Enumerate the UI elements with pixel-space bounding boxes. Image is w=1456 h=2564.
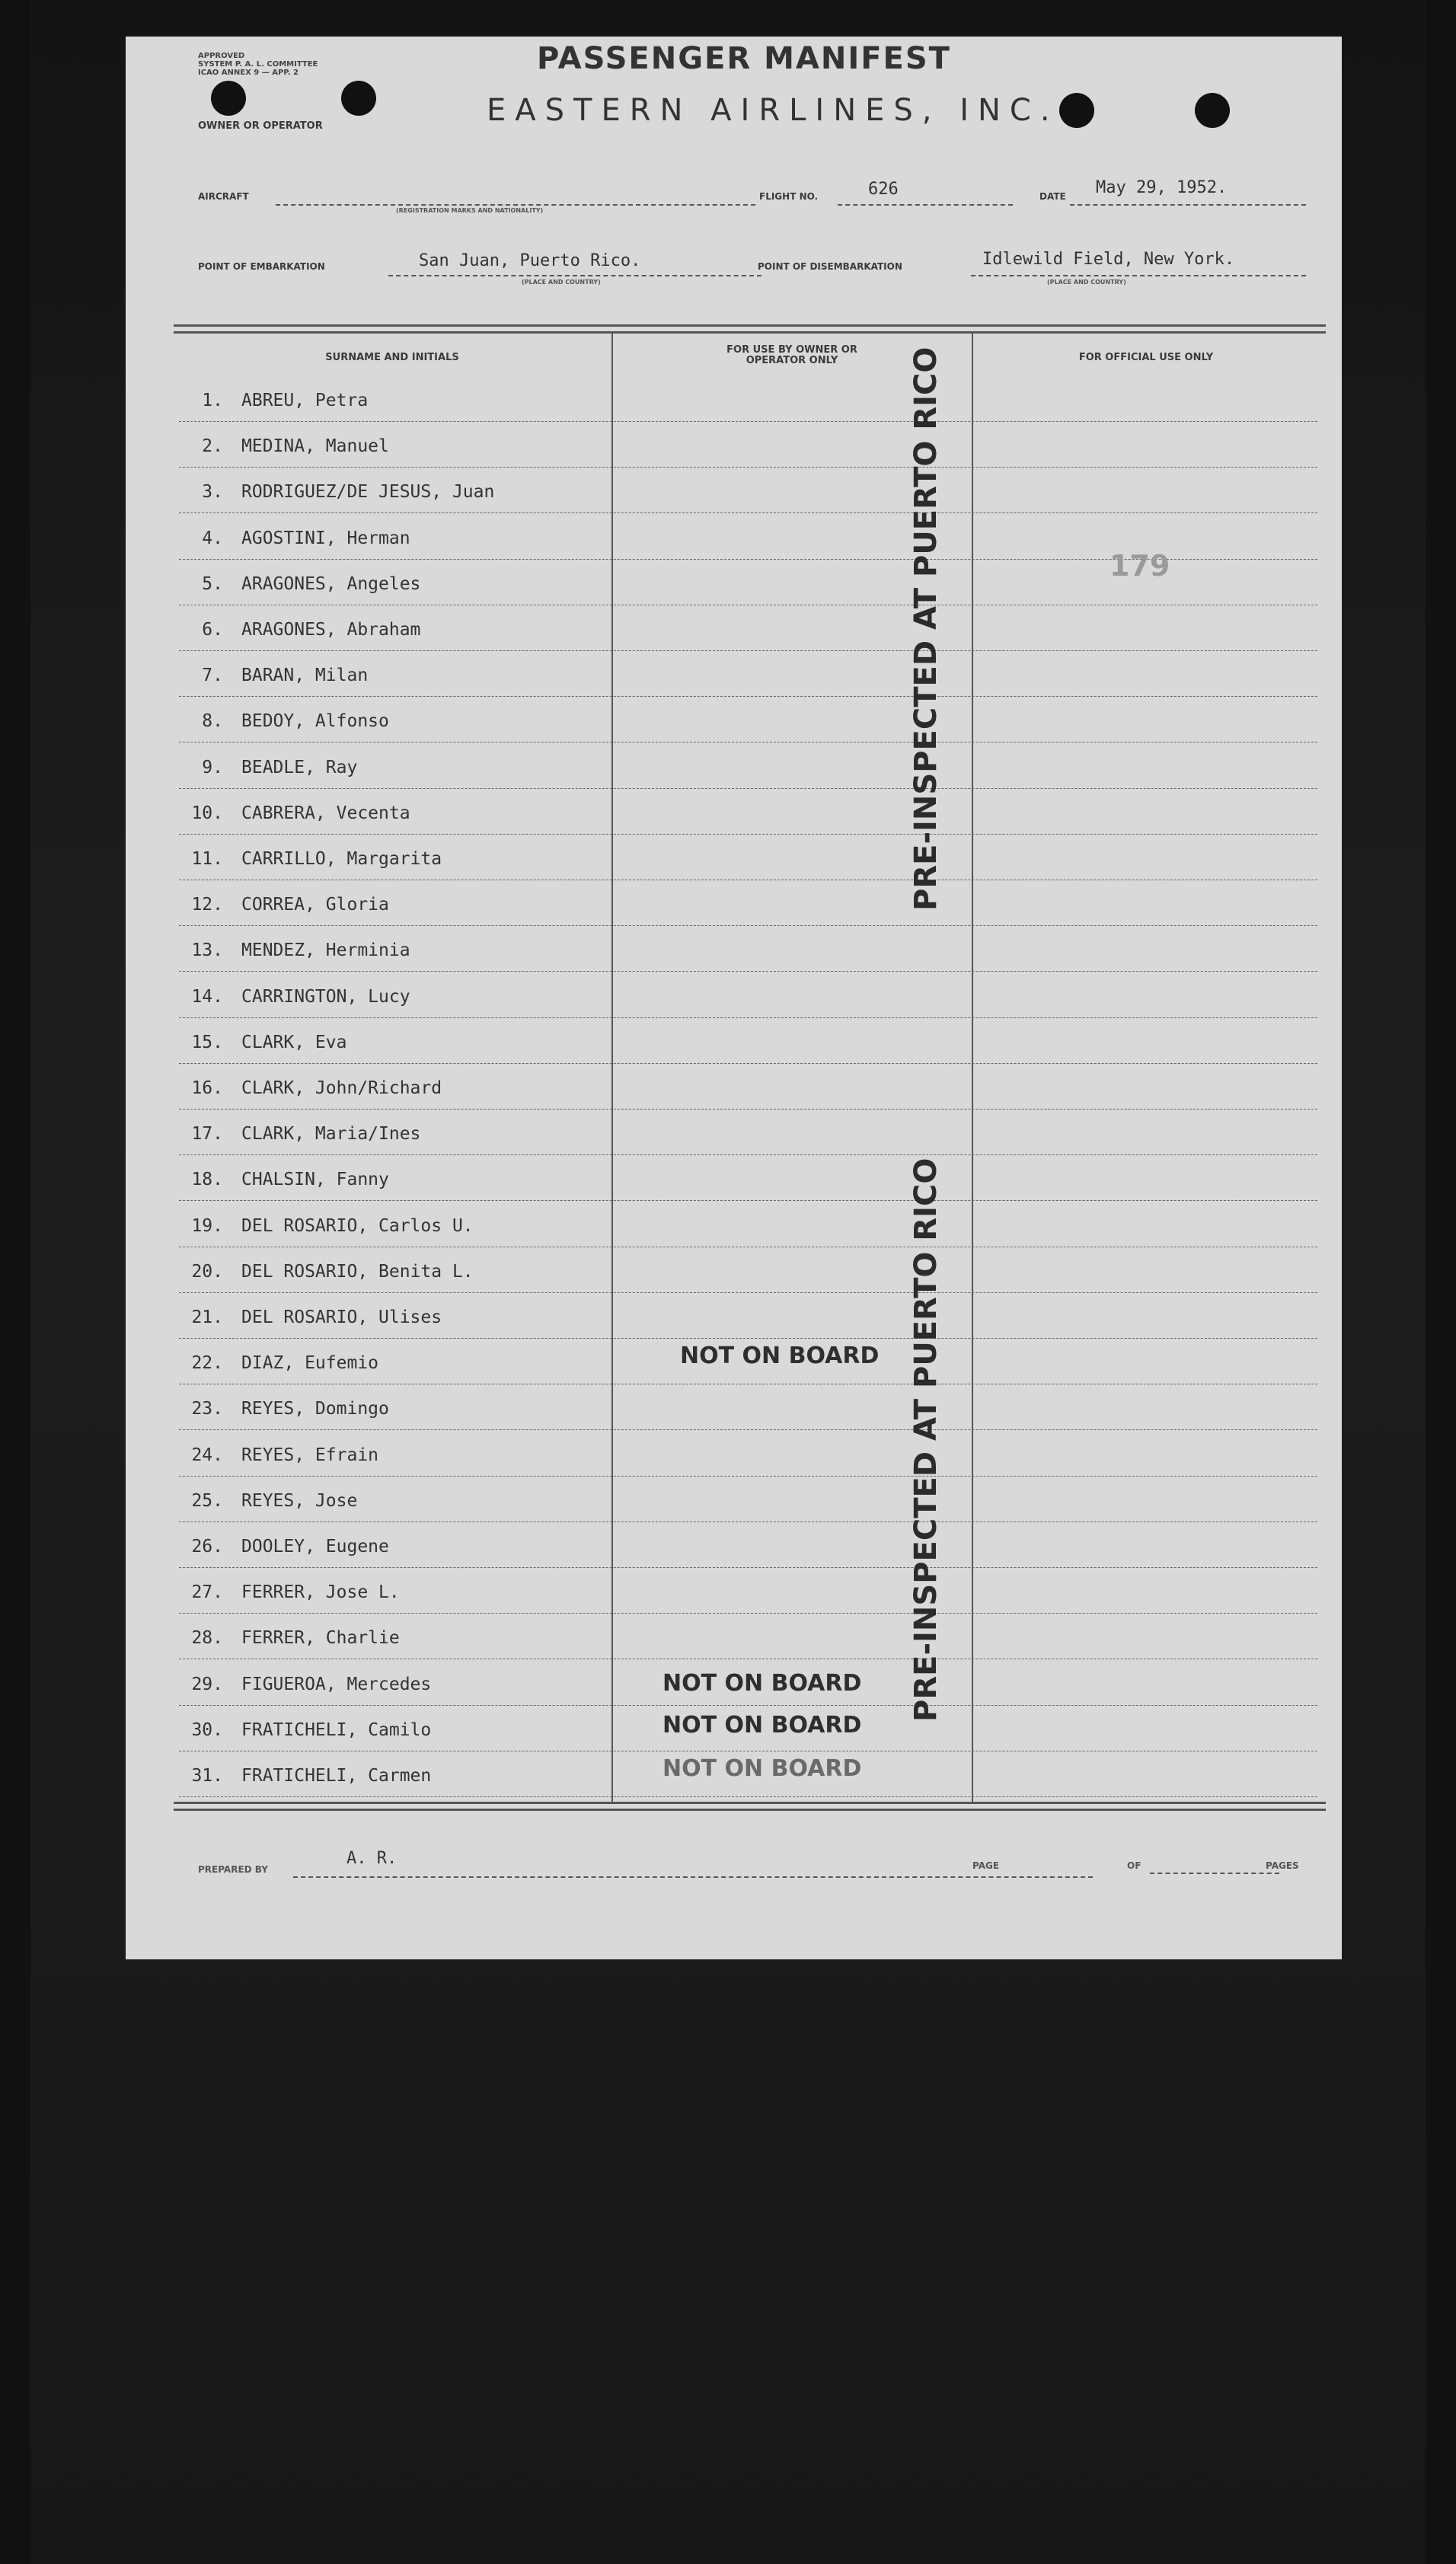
passenger-row bbox=[179, 895, 605, 940]
passenger-number: 5. bbox=[202, 573, 223, 594]
punch-hole bbox=[341, 81, 376, 116]
passenger-name: AGOSTINI, Herman bbox=[241, 528, 410, 548]
date-value: May 29, 1952. bbox=[1096, 178, 1228, 197]
passenger-row bbox=[179, 1262, 605, 1308]
passenger-number: 13. bbox=[191, 940, 223, 961]
operator-name: EASTERN AIRLINES, INC. bbox=[487, 93, 1059, 128]
disembarkation-line bbox=[971, 275, 1306, 276]
passenger-number: 19. bbox=[191, 1215, 223, 1236]
passenger-row bbox=[179, 1308, 605, 1353]
passenger-number: 29. bbox=[191, 1674, 223, 1694]
passenger-row bbox=[179, 1353, 605, 1399]
pages-line bbox=[1150, 1873, 1279, 1874]
passenger-number: 22. bbox=[191, 1353, 223, 1374]
passenger-name: DEL ROSARIO, Ulises bbox=[241, 1308, 442, 1327]
passenger-name: MEDINA, Manuel bbox=[241, 436, 389, 457]
flight-no-line bbox=[838, 204, 1013, 206]
approval-block bbox=[198, 52, 396, 77]
passenger-row bbox=[179, 1628, 605, 1674]
passenger-row bbox=[179, 711, 605, 757]
embarkation-sublabel: (PLACE AND COUNTRY) bbox=[522, 279, 601, 286]
date-label: DATE bbox=[1039, 191, 1066, 202]
passenger-number: 25. bbox=[191, 1490, 223, 1511]
official-column-header: FOR OFFICIAL USE ONLY bbox=[1078, 352, 1214, 363]
passenger-number: 20. bbox=[191, 1261, 223, 1282]
passenger-number: 14. bbox=[191, 986, 223, 1007]
table-bottom-rule bbox=[174, 1802, 1326, 1811]
passenger-number: 12. bbox=[191, 895, 223, 915]
passenger-row bbox=[179, 436, 605, 482]
page-label: PAGE bbox=[972, 1860, 1000, 1871]
table-top-rule bbox=[174, 324, 1326, 334]
aircraft-field-line bbox=[276, 204, 755, 206]
prepared-by-value: A. R. bbox=[346, 1849, 398, 1868]
passenger-name: DEL ROSARIO, Benita L. bbox=[241, 1261, 474, 1282]
passenger-name: CARRINGTON, Lucy bbox=[241, 986, 410, 1007]
passenger-number: 4. bbox=[202, 528, 223, 548]
embarkation-value: San Juan, Puerto Rico. bbox=[419, 251, 641, 270]
passenger-row bbox=[179, 1537, 605, 1582]
aircraft-sublabel: (REGISTRATION MARKS AND NATIONALITY) bbox=[396, 207, 544, 214]
flight-no-value: 626 bbox=[868, 180, 899, 199]
passenger-name: REYES, Efrain bbox=[241, 1445, 379, 1465]
manifest-title: PASSENGER MANIFEST bbox=[537, 41, 951, 76]
not-on-board-stamp: NOT ON BOARD bbox=[680, 1343, 880, 1369]
passenger-number: 31. bbox=[191, 1766, 223, 1786]
owner-label: OWNER OR OPERATOR bbox=[198, 120, 323, 132]
punch-hole bbox=[1059, 93, 1094, 128]
passenger-name: MENDEZ, Herminia bbox=[241, 940, 410, 961]
passenger-number: 21. bbox=[191, 1308, 223, 1327]
not-on-board-stamp: NOT ON BOARD bbox=[663, 1670, 862, 1697]
passenger-name: CORREA, Gloria bbox=[241, 895, 389, 915]
surname-column-header: SURNAME AND INITIALS bbox=[325, 352, 459, 363]
passenger-row bbox=[179, 987, 605, 1033]
aircraft-label: AIRCRAFT bbox=[198, 191, 249, 202]
passenger-number: 23. bbox=[191, 1399, 223, 1419]
passenger-name: CABRERA, Vecenta bbox=[241, 803, 410, 823]
passenger-number: 3. bbox=[202, 482, 223, 503]
passenger-row bbox=[179, 1033, 605, 1078]
passenger-name: BARAN, Milan bbox=[241, 666, 369, 686]
passenger-name: DEL ROSARIO, Carlos U. bbox=[241, 1215, 474, 1236]
passenger-row bbox=[179, 758, 605, 803]
passenger-number: 11. bbox=[191, 849, 223, 869]
column-divider bbox=[611, 334, 613, 1803]
passenger-name: CHALSIN, Fanny bbox=[241, 1170, 389, 1190]
passenger-row bbox=[179, 849, 605, 895]
disembarkation-value: Idlewild Field, New York. bbox=[982, 250, 1235, 269]
not-on-board-stamp: NOT ON BOARD bbox=[663, 1712, 862, 1739]
date-line bbox=[1070, 204, 1306, 206]
passenger-name: REYES, Jose bbox=[241, 1490, 358, 1511]
passenger-row bbox=[179, 940, 605, 986]
punch-hole bbox=[211, 81, 246, 116]
passenger-name: DIAZ, Eufemio bbox=[241, 1353, 379, 1374]
passenger-number: 30. bbox=[191, 1719, 223, 1740]
passenger-row bbox=[179, 1675, 605, 1720]
pages-label: PAGES bbox=[1266, 1860, 1299, 1871]
passenger-number: 15. bbox=[191, 1032, 223, 1052]
passenger-name: RODRIGUEZ/DE JESUS, Juan bbox=[241, 482, 495, 503]
passenger-name: CLARK, Maria/Ines bbox=[241, 1124, 421, 1145]
approval-line: SYSTEM P. A. L. COMMITTEE bbox=[198, 60, 318, 69]
passenger-row bbox=[179, 1491, 605, 1537]
passenger-name: FRATICHELI, Carmen bbox=[241, 1766, 432, 1786]
passenger-row bbox=[179, 482, 605, 528]
approval-line: APPROVED bbox=[198, 52, 245, 60]
of-label: OF bbox=[1127, 1860, 1141, 1871]
manifest-sheet bbox=[126, 37, 1342, 1959]
disembarkation-sublabel: (PLACE AND COUNTRY) bbox=[1047, 279, 1126, 286]
passenger-row bbox=[179, 1216, 605, 1262]
passenger-row bbox=[179, 391, 605, 436]
passenger-row bbox=[179, 620, 605, 666]
passenger-number: 7. bbox=[202, 666, 223, 686]
passenger-name: ARAGONES, Angeles bbox=[241, 573, 421, 594]
passenger-row bbox=[179, 803, 605, 849]
passenger-row bbox=[179, 528, 605, 574]
passenger-row bbox=[179, 1078, 605, 1124]
passenger-number: 8. bbox=[202, 711, 223, 732]
prepared-by-label: PREPARED BY bbox=[198, 1864, 268, 1875]
passenger-name: FIGUEROA, Mercedes bbox=[241, 1674, 432, 1694]
passenger-row bbox=[179, 1445, 605, 1491]
passenger-row bbox=[179, 1399, 605, 1445]
passenger-name: FERRER, Jose L. bbox=[241, 1582, 400, 1603]
passenger-number: 26. bbox=[191, 1537, 223, 1557]
passenger-name: CLARK, John/Richard bbox=[241, 1078, 442, 1098]
passenger-number: 16. bbox=[191, 1078, 223, 1098]
passenger-name: FRATICHELI, Camilo bbox=[241, 1719, 432, 1740]
passenger-number: 6. bbox=[202, 620, 223, 640]
passenger-number: 10. bbox=[191, 803, 223, 823]
owner-column-header: FOR USE BY OWNER OR OPERATOR ONLY bbox=[726, 344, 857, 366]
passenger-name: BEADLE, Ray bbox=[241, 757, 358, 778]
passenger-name: DOOLEY, Eugene bbox=[241, 1537, 389, 1557]
passenger-name: REYES, Domingo bbox=[241, 1399, 389, 1419]
official-count-stamp: 179 bbox=[1110, 549, 1170, 583]
passenger-number: 28. bbox=[191, 1628, 223, 1649]
passenger-number: 9. bbox=[202, 757, 223, 778]
passenger-name: CLARK, Eva bbox=[241, 1032, 347, 1052]
passenger-name: ARAGONES, Abraham bbox=[241, 620, 421, 640]
approval-line: ICAO ANNEX 9 — APP. 2 bbox=[198, 69, 299, 77]
passenger-row bbox=[179, 574, 605, 620]
passenger-row bbox=[179, 1720, 605, 1766]
passenger-number: 24. bbox=[191, 1445, 223, 1465]
passenger-row bbox=[179, 1170, 605, 1215]
passenger-name: BEDOY, Alfonso bbox=[241, 711, 389, 732]
flight-no-label: FLIGHT NO. bbox=[759, 191, 819, 202]
passenger-number: 2. bbox=[202, 436, 223, 457]
passenger-row bbox=[179, 666, 605, 711]
pre-inspected-stamp: PRE-INSPECTED AT PUERTO RICO bbox=[908, 346, 944, 911]
prepared-by-line bbox=[293, 1876, 1093, 1878]
pre-inspected-stamp: PRE-INSPECTED AT PUERTO RICO bbox=[908, 1157, 944, 1722]
passenger-row bbox=[179, 1582, 605, 1628]
column-divider bbox=[972, 334, 973, 1803]
disembarkation-label: POINT OF DISEMBARKATION bbox=[758, 261, 902, 272]
passenger-name: CARRILLO, Margarita bbox=[241, 849, 442, 869]
embarkation-label: POINT OF EMBARKATION bbox=[198, 261, 325, 272]
passenger-row bbox=[179, 1124, 605, 1170]
passenger-number: 17. bbox=[191, 1124, 223, 1145]
passenger-number: 1. bbox=[202, 391, 223, 410]
not-on-board-stamp: NOT ON BOARD bbox=[663, 1755, 862, 1782]
passenger-number: 27. bbox=[191, 1582, 223, 1603]
punch-hole bbox=[1195, 93, 1230, 128]
passenger-name: FERRER, Charlie bbox=[241, 1628, 400, 1649]
embarkation-line bbox=[388, 275, 762, 276]
passenger-number: 18. bbox=[191, 1170, 223, 1190]
passenger-name: ABREU, Petra bbox=[241, 391, 369, 410]
